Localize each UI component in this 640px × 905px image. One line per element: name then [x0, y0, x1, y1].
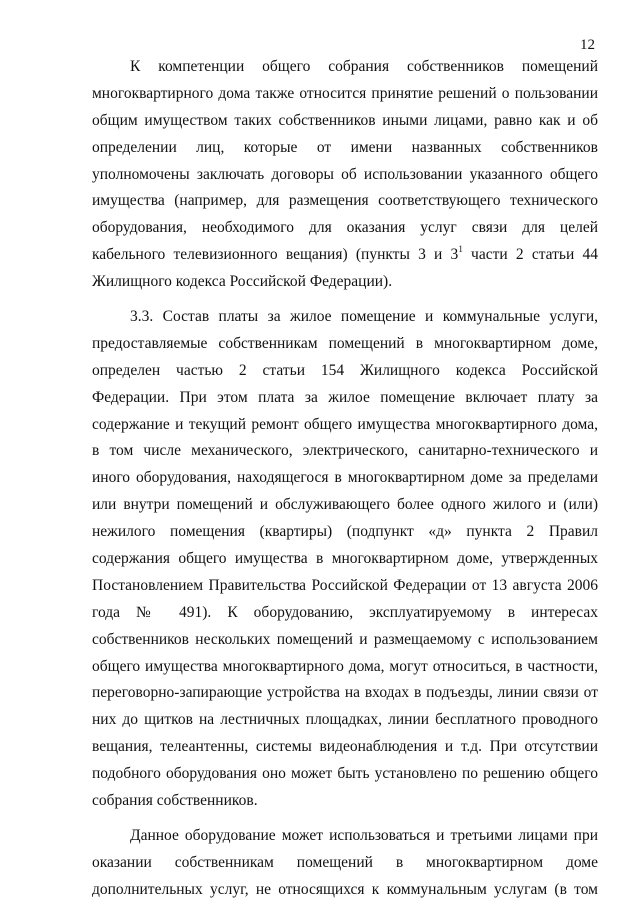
text-line: имущества (например, для размещения соответствующего технического [92, 192, 598, 210]
text-line: вещания, телеантенны, системы видеонаблюдения и т.д. При отсутствии [92, 738, 598, 756]
text-line: оказании собственникам помещений в многоквартирном доме [92, 853, 598, 871]
text-line: многоквартирного дома также относится принятие решений о пользовании [92, 84, 598, 102]
superscript-mark: 1 [458, 244, 463, 255]
document-body [92, 54, 598, 904]
text-line: определен частью 2 статьи 154 Жилищного кодекса Российской [92, 361, 598, 379]
paragraph-gap [92, 296, 598, 304]
paragraph-equipment [92, 823, 598, 904]
text-line: Постановлением Правительства Российской Федерации от 13 августа 2006 [92, 576, 598, 594]
text-line: иного оборудования, находящегося в многоквартирном доме за пределами [92, 469, 598, 487]
text-line: собрания собственников. [92, 792, 258, 810]
text-line: содержание и текущий ремонт общего имущества многоквартирного дома, [92, 415, 598, 433]
paragraph-gap [92, 815, 598, 823]
text-line: предоставляемые собственникам помещений в многоквартирном доме, [92, 334, 598, 352]
text-line: 3.3. Состав платы за жилое помещение и коммунальные услуги, [130, 308, 598, 326]
text-line: уполномочены заключать договоры об использовании указанного общего [92, 165, 598, 183]
text-line: дополнительных услуг, не относящихся к коммунальным услугам (в том [92, 880, 598, 898]
text-line: определении лиц, которые от имени названных собственников [92, 138, 598, 156]
text-line: содержания общего имущества в многоквартирном доме, утвержденных [92, 550, 598, 568]
text-line: Данное оборудование может использоваться и третьими лицами при [130, 826, 598, 844]
text-line: нежилого помещения (квартиры) (подпункт «д» пункта 2 Правил [92, 523, 598, 541]
text-line-with-superscript [92, 242, 598, 269]
text-line: них до щитков на лестничных площадках, линии бесплатного проводного [92, 711, 598, 729]
paragraph-competence [92, 54, 598, 296]
text-line: общего имущества многоквартирного дома, могут относиться, в частности, [92, 657, 598, 675]
text-line: переговорно-запирающие устройства на входах в подъезды, линии связи от [92, 684, 598, 702]
text-line: собственников нескольких помещений и размещаемому с использованием [92, 630, 598, 648]
text-segment: кабельного телевизионного вещания) (пункты 3 и 3 [92, 246, 459, 264]
text-line: общим имуществом таких собственников иными лицами, равно как и об [92, 111, 598, 129]
text-line: в том числе механического, электрического, санитарно-технического и [92, 442, 598, 460]
text-line: Жилищного кодекса Российской Федерации). [92, 273, 393, 291]
text-line: подобного оборудования оно может быть установлено по решению общего [92, 765, 598, 783]
text-line: Федерации. При этом плата за жилое помещение включает плату за [92, 388, 598, 406]
page-number: 12 [580, 37, 595, 53]
text-line: оборудования, необходимого для оказания услуг связи для целей [92, 219, 598, 237]
text-line: или внутри помещений и обслуживающего более одного жилого и (или) [92, 496, 598, 514]
text-line: К компетенции общего собрания собственников помещений [130, 58, 598, 75]
text-line: года № 491). К оборудованию, эксплуатируемому в интересах [92, 603, 598, 621]
text-segment: части 2 статьи 44 [462, 246, 598, 264]
paragraph-3-3 [92, 304, 598, 815]
